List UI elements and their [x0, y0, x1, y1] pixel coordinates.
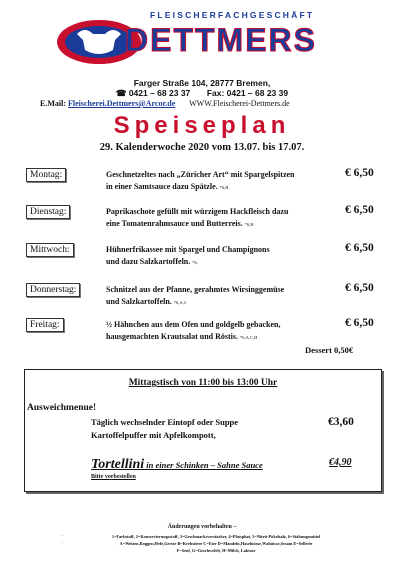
lunch-hours: Mittagstisch von 11:00 bis 13:00 Uhr: [128, 378, 278, 388]
lunch-info-box: [24, 369, 382, 492]
price-freitag: € 6,50: [345, 317, 374, 329]
dish-line: eine Tomatenrahmsauce und Butterreis. *6,H: [106, 219, 254, 228]
week-heading: 29. Kalenderwoche 2020 vom 13.07. bis 17.07.: [99, 142, 305, 153]
price-donnerstag: € 6,50: [345, 282, 374, 294]
phone: ☎ 0421 – 68 23 37: [115, 88, 191, 98]
dish-line: in einer Samtsauce dazu Spätzle. *6,H: [106, 182, 229, 191]
dessert-price: Dessert 0,50€: [305, 345, 354, 355]
dish-line: Hühnerfrikassee mit Spargel und Champignons: [106, 245, 270, 254]
dish-dienstag: [106, 206, 306, 231]
special-description: in einer Schinken – Sahne Sauce: [144, 460, 263, 470]
allergens: *6,H: [244, 222, 254, 227]
dish-line: ½ Hähnchen aus dem Ofen und goldgelb gebacken,: [106, 320, 281, 329]
email-link[interactable]: Fleischerei.Dettmers@Arcor.de: [68, 99, 176, 108]
allergens-legend-cont: F=Senf, G=Geschwefelt, H=Milch, Laktose: [176, 548, 256, 553]
contact-line: [0, 88, 404, 99]
day-label-mittwoch: Mittwoch:: [26, 243, 74, 257]
changes-note: Änderungen vorbehalten –: [167, 524, 237, 530]
dish-line: Geschnetzeltes nach „Züricher Art“ mit Spargelspitzen: [106, 170, 295, 179]
dish-mittwoch: [106, 244, 306, 269]
special-price: €4,90: [329, 457, 352, 468]
address: Farger Straße 104, 28777 Bremen,: [133, 78, 271, 88]
day-label-montag: Montag:: [26, 168, 66, 182]
allergens: *6,: [192, 260, 198, 265]
price-mittwoch: € 6,50: [345, 242, 374, 254]
preorder-note: Bitte vorbestellen: [91, 474, 136, 480]
email-line: [40, 99, 290, 108]
day-label-freitag: Freitag:: [26, 318, 64, 332]
allergens: *6,A,C,H: [240, 335, 258, 340]
day-label-donnerstag: Donnerstag:: [26, 283, 80, 297]
dish-montag: [106, 169, 306, 194]
allergens: *6,H: [219, 185, 229, 190]
alt-menu-price: €3,60: [328, 416, 354, 428]
dish-line: und dazu Salzkartoffeln. *6,: [106, 257, 198, 266]
special-name: Tortellini: [91, 457, 145, 472]
alt-menu-line: Täglich wechselnder Eintopf oder Suppe: [91, 417, 239, 427]
dish-line: hausgemachten Krautsalat und Röstis. *6,A,C,H: [106, 332, 258, 341]
dish-line: Paprikaschote gefüllt mit würzigem Hackfleisch dazu: [106, 207, 289, 216]
bullet: ·: [62, 541, 64, 546]
logo-name: DETTMERS: [125, 22, 317, 58]
fax: Fax: 0421 – 68 23 39: [206, 88, 289, 98]
additives-legend: 1=Farbstoff, 2=Konservierungsstoff, 3=Geschmacksverstärker, 4=Phosphat, 5=Nitrit-Pökelsalz, 6=Stäbungsmittel: [111, 534, 321, 539]
allergens-legend: A=Weizen,Roggen,Hefe,Gerste B=Krebstiere C=Eier D=Mandeln,Haselnüsse,Walnüsse,Sesam E=Sellerie: [119, 541, 313, 546]
dish-freitag: [106, 319, 306, 344]
allergens: *6,A,C: [173, 300, 187, 305]
email-label: E.Mail:: [40, 99, 66, 108]
special-dish: [91, 455, 263, 473]
bullet: ·: [62, 534, 64, 539]
price-dienstag: € 6,50: [345, 204, 374, 216]
dish-donnerstag: [106, 284, 306, 309]
dish-line: und Salzkartoffeln. *6,A,C: [106, 297, 187, 306]
company-logo: [55, 10, 355, 72]
alt-menu-title: Ausweichmenue!: [27, 403, 97, 413]
day-label-dienstag: Dienstag:: [26, 205, 70, 219]
website: WWW.Fleischerei-Dettmers.de: [189, 99, 290, 108]
dish-line: Schnitzel aus der Pfanne, gerahmtes Wirsinggemüse: [106, 285, 285, 294]
page-title: Speiseplan: [113, 112, 291, 139]
alt-menu-line: Kartoffelpuffer mit Apfelkompott,: [91, 430, 216, 440]
price-montag: € 6,50: [345, 167, 374, 179]
logo-subtitle: FLEISCHERFACHGESCHÄFT: [150, 10, 315, 20]
